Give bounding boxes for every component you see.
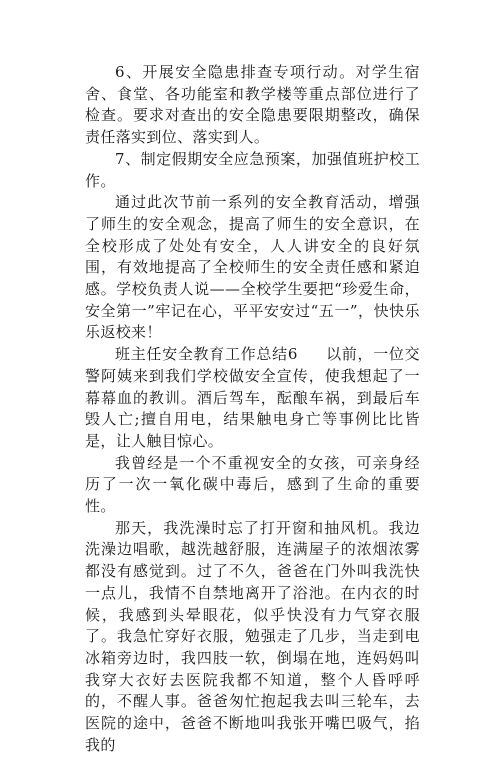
paragraph-item-7: 7、制定假期安全应急预案，加强值班护校工作。 — [85, 149, 420, 190]
paragraph-story: 那天，我洗澡时忘了打开窗和抽风机。我边洗澡边唱歌，越洗越舒服，连满屋子的浓烟浓雾都没有感觉到。过了不久，爸爸在门外叫我洗快一点儿，我情不自禁地离开了浴池。在内衣的时候，我感到头晕眼花，似乎快没有力气穿衣服了。我急忙穿好衣服，勉强走了几步，当走到电冰箱旁边时，我四肢一软，倒塌在地，连妈妈叫我穿大衣好去医院我都不知道，整个人昏呼呼的，不醒人事。爸爸匆忙抱起我去叫三轮车，去医院的途中，爸爸不断地叫我张开嘴巴吸气，掐我的 — [85, 518, 420, 754]
paragraph-experience: 我曾经是一个不重视安全的女孩，可亲身经历了一次一氧化碳中毒后，感到了生命的重要性。 — [85, 453, 420, 516]
paragraph-section-intro — [85, 344, 420, 453]
document-page — [85, 62, 420, 757]
section-intro-text: 以前，一位交警阿姨来到我们学校做安全宣传，使我想起了一幕幕血的教训。酒后驾车，酝酿车祸，到最后车毁人亡;擅自用电，结果触电身亡等事例比比皆是，让人触目惊心。 — [85, 345, 420, 450]
paragraph-summary: 通过此次节前一系列的安全教育活动，增强了师生的安全观念，提高了师生的安全意识，在全校形成了处处有安全，人人讲安全的良好氛围，有效地提高了全校师生的安全责任感和紧迫感。学校负责人说——全校学生要把“珍爱生命，安全第一”牢记在心，平平安安过“五一”，快快乐乐返校来！ — [85, 193, 420, 342]
paragraph-item-6: 6、开展安全隐患排查专项行动。对学生宿舍、食堂、各功能室和教学楼等重点部位进行了检查。要求对查出的安全隐患要限期整改，确保责任落实到位、落实到人。 — [85, 63, 420, 147]
section-title: 班主任安全教育工作总结6 — [115, 345, 298, 364]
